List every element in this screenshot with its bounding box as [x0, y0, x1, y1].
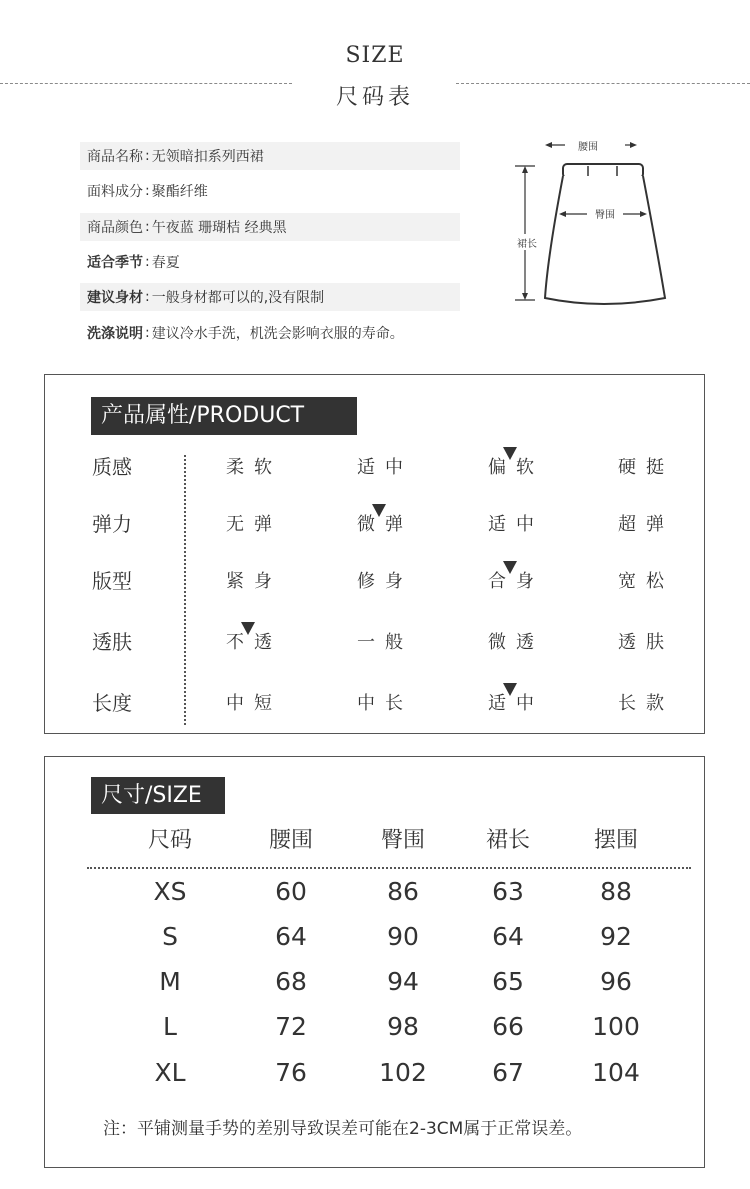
size-value-cell: 100: [592, 1012, 640, 1041]
attribute-option: 中长: [357, 693, 413, 714]
size-value-cell: 76: [275, 1058, 307, 1087]
size-value-cell: 68: [275, 967, 307, 996]
attribute-option: 宽松: [618, 571, 674, 592]
info-row: [80, 213, 460, 241]
info-value: 春夏: [151, 255, 180, 271]
info-separator: :: [145, 289, 150, 305]
size-column-header: 尺码: [147, 828, 192, 853]
size-table-dotted-divider: [87, 867, 691, 869]
attribute-option: 柔软: [226, 457, 282, 478]
attribute-option: 微弹: [357, 514, 413, 535]
size-value-cell: 88: [600, 877, 632, 906]
info-row: [80, 142, 460, 170]
info-row: [80, 283, 460, 311]
skirt-measurement-diagram: [505, 128, 675, 308]
size-value-cell: 65: [492, 967, 524, 996]
header-title-cn: 尺码表: [335, 85, 414, 110]
size-value-cell: 86: [387, 877, 419, 906]
size-label-cell: S: [162, 922, 178, 951]
attribute-option: 硬挺: [618, 457, 674, 478]
info-separator: :: [145, 219, 150, 235]
attribute-option: 适中: [488, 514, 544, 535]
size-value-cell: 98: [387, 1012, 419, 1041]
info-separator: :: [145, 325, 150, 341]
info-separator: :: [145, 148, 150, 164]
attribute-label: 版型: [92, 569, 132, 593]
product-attributes-title: 产品属性/PRODUCT: [91, 397, 357, 435]
selected-marker-icon: [241, 622, 255, 635]
attribute-option: 微透: [488, 632, 544, 653]
size-value-cell: 94: [387, 967, 419, 996]
selected-marker-icon: [503, 561, 517, 574]
size-value-cell: 66: [492, 1012, 524, 1041]
size-table-title: 尺寸/SIZE: [91, 777, 225, 814]
info-row: [80, 319, 460, 347]
attribute-option: 修身: [357, 571, 413, 592]
attribute-option: 偏软: [488, 457, 544, 478]
attribute-label: 长度: [92, 691, 132, 715]
attribute-label: 弹力: [92, 512, 132, 536]
attribute-option: 适中: [488, 693, 544, 714]
size-value-cell: 92: [600, 922, 632, 951]
selected-marker-icon: [503, 683, 517, 696]
size-label-cell: XL: [154, 1058, 186, 1087]
size-label-cell: L: [163, 1012, 177, 1041]
size-column-header: 裙长: [485, 828, 530, 853]
info-value: 建议冷水手洗，机洗会影响衣服的寿命。: [151, 326, 404, 342]
size-column-header: 臀围: [380, 828, 425, 853]
attribute-option: 中短: [226, 693, 282, 714]
selected-marker-icon: [503, 447, 517, 460]
info-row: [80, 177, 460, 205]
info-separator: :: [145, 254, 150, 270]
info-key: 商品名称: [87, 149, 143, 165]
info-key: 洗涤说明: [87, 326, 143, 342]
size-label-cell: M: [159, 967, 181, 996]
size-label-cell: XS: [153, 877, 187, 906]
attribute-option: 一般: [357, 632, 413, 653]
measurement-note: 注：平铺测量手势的差别导致误差可能在2-3CM属于正常误差。: [103, 1119, 583, 1139]
attribute-option: 适中: [357, 457, 413, 478]
size-value-cell: 63: [492, 877, 524, 906]
size-column-header: 摆围: [593, 828, 638, 853]
selected-marker-icon: [372, 504, 386, 517]
attribute-option: 紧身: [226, 571, 282, 592]
size-value-cell: 72: [275, 1012, 307, 1041]
size-value-cell: 64: [492, 922, 524, 951]
size-value-cell: 104: [592, 1058, 640, 1087]
size-value-cell: 96: [600, 967, 632, 996]
waist-label: 腰围: [578, 142, 598, 153]
attribute-option: 透肤: [618, 632, 674, 653]
header-title-en: SIZE: [345, 43, 405, 68]
size-value-cell: 67: [492, 1058, 524, 1087]
info-row: [80, 248, 460, 276]
attribute-option: 不透: [226, 632, 282, 653]
info-separator: :: [145, 183, 150, 199]
info-value: 聚酯纤维: [151, 184, 208, 200]
attribute-option: 合身: [488, 571, 544, 592]
info-key: 面料成分: [87, 184, 143, 200]
info-value: 一般身材都可以的,没有限制: [151, 290, 325, 306]
size-value-cell: 60: [275, 877, 307, 906]
info-key: 适合季节: [87, 255, 143, 271]
info-key: 建议身材: [87, 290, 143, 306]
info-value: 无领暗扣系列西裙: [151, 149, 264, 165]
attribute-label: 质感: [92, 455, 132, 479]
attribute-label: 透肤: [92, 630, 132, 654]
attribute-option: 长款: [618, 693, 674, 714]
attribute-option: 无弹: [226, 514, 282, 535]
product-attributes-box: [44, 374, 705, 734]
size-column-header: 腰围: [268, 828, 313, 853]
hip-label: 臀围: [595, 210, 615, 221]
info-key: 商品颜色: [87, 220, 143, 236]
length-label: 裙长: [517, 239, 537, 250]
size-value-cell: 90: [387, 922, 419, 951]
info-value: 午夜蓝 珊瑚桔 经典黑: [151, 220, 287, 236]
attribute-option: 超弹: [618, 514, 674, 535]
size-value-cell: 102: [379, 1058, 427, 1087]
size-value-cell: 64: [275, 922, 307, 951]
size-table-box: [44, 756, 705, 1168]
attribute-dotted-divider: [184, 455, 186, 725]
